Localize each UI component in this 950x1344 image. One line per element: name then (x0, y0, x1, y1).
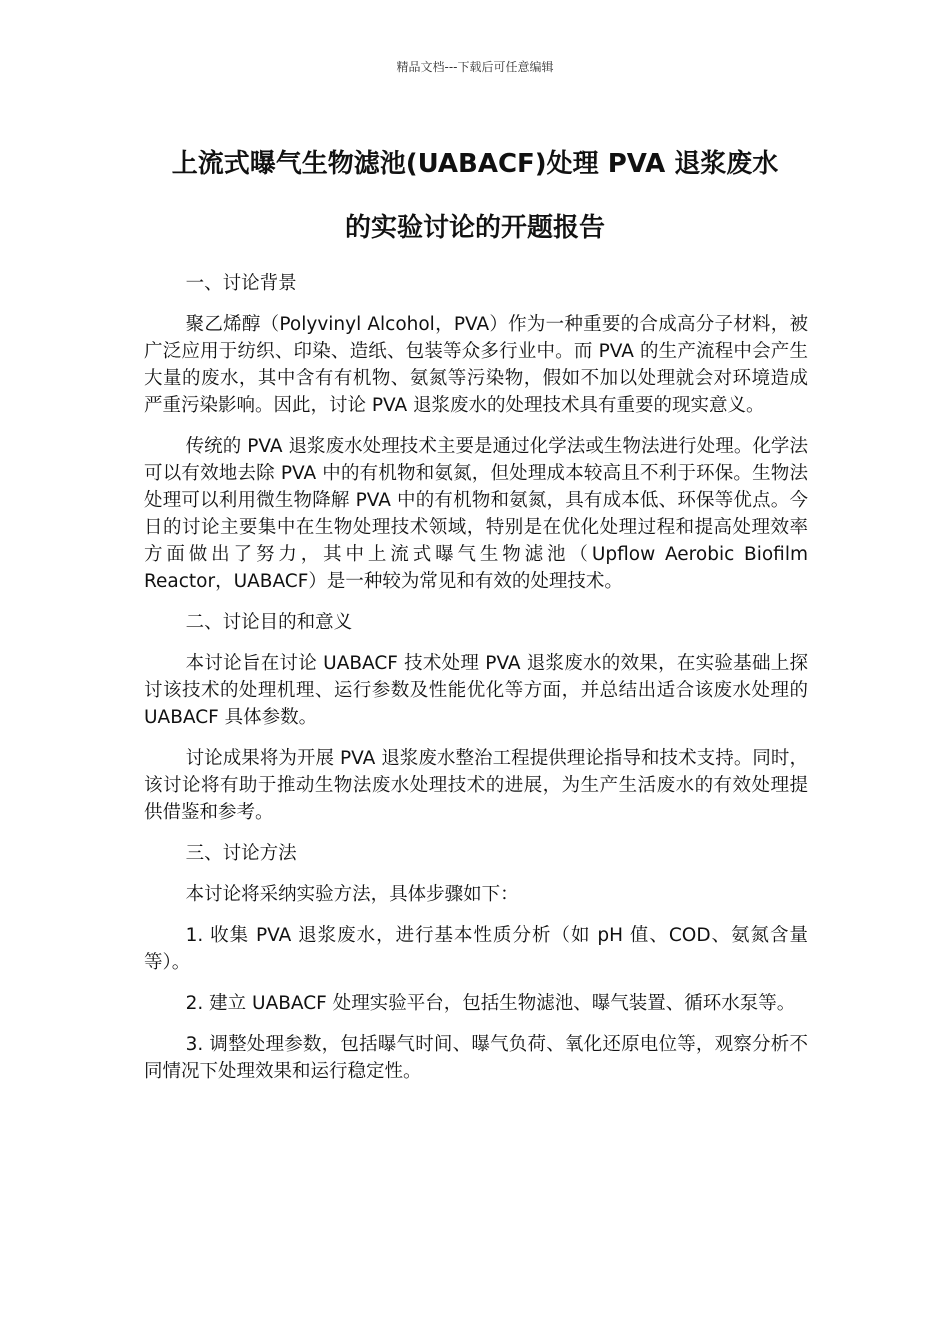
section-heading-purpose: 二、讨论目的和意义 (185, 612, 353, 633)
section-heading-methods: 三、讨论方法 (185, 843, 297, 864)
title-line-2: 的实验讨论的开题报告 (344, 213, 605, 243)
list-item: 2. 建立 UABACF 处理实验平台，包括生物滤池、曝气装置、循环水泵等。 (185, 993, 796, 1014)
paragraph: 聚乙烯醇（Polyvinyl Alcohol，PVA）作为一种重要的合成高分子材料，被广泛应用于纺织、印染、造纸、包装等众多行业中。而 PVA 的生产流程中会产生大量的废水，其中含有有机物、氨氮等污染物，假如不加以处理就会对环境造成严重污染影响。因此，讨论 PVA 退浆废水的处理技术具有重要的现实意义。 (144, 314, 808, 416)
paragraph: 讨论成果将为开展 PVA 退浆废水整治工程提供理论指导和技术支持。同时，该讨论将有助于推动生物法废水处理技术的进展，为生产生活废水的有效处理提供借鉴和参考。 (144, 748, 808, 823)
paragraph: 本讨论将采纳实验方法，具体步骤如下： (185, 884, 519, 905)
list-item: 1. 收集 PVA 退浆废水，进行基本性质分析（如 pH 值、COD、氨氮含量等）。 (144, 925, 808, 973)
document-body (144, 270, 808, 1099)
paragraph: 传统的 PVA 退浆废水处理技术主要是通过化学法或生物法进行处理。化学法可以有效地去除 PVA 中的有机物和氨氮，但处理成本较高且不利于环保。生物法处理可以利用微生物降解 PVA 中的有机物和氨氮，具有成本低、环保等优点。今日的讨论主要集中在生物处理技术领域，特别是在优化处理过程和提高处理效率方面做出了努力，其中上流式曝气生物滤池（Upflow Aerobic Biofilm Reactor，UABACF）是一种较为常见和有效的处理技术。 (144, 436, 808, 592)
list-item: 3. 调整处理参数，包括曝气时间、曝气负荷、氧化还原电位等，观察分析不同情况下处理效果和运行稳定性。 (144, 1034, 808, 1082)
document-title (100, 132, 850, 260)
title-line-1: 上流式曝气生物滤池(UABACF)处理 PVA 退浆废水 (171, 149, 779, 179)
paragraph: 本讨论旨在讨论 UABACF 技术处理 PVA 退浆废水的效果，在实验基础上探讨该技术的处理机理、运行参数及性能优化等方面，并总结出适合该废水处理的 UABACF 具体参数。 (144, 653, 808, 728)
header-note: 精品文档---下载后可任意编辑 (396, 60, 554, 74)
section-heading-background: 一、讨论背景 (185, 273, 297, 294)
